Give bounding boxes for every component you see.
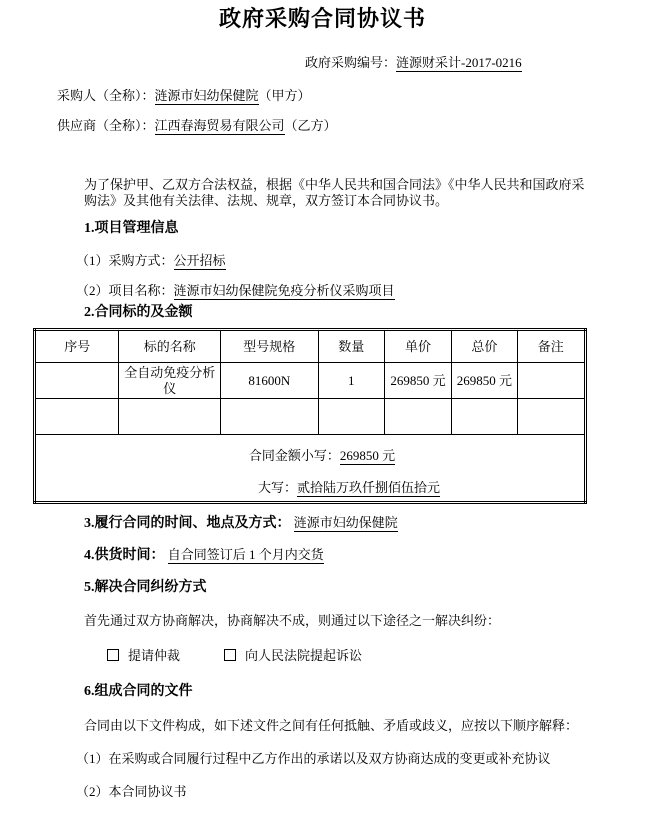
goods-table-row-1 [35, 363, 586, 399]
cell-seq [35, 399, 119, 435]
procurement-number-value: 涟源财采计-2017-0216 [396, 55, 522, 70]
supplier-line [57, 118, 337, 134]
goods-table-header-row [35, 330, 586, 363]
goods-table-amount-row [35, 435, 586, 503]
arbitration-option [107, 648, 180, 663]
goods-table [33, 328, 587, 504]
section4-line [84, 547, 324, 564]
cell-qty [318, 399, 384, 435]
lawsuit-checkbox[interactable] [224, 649, 236, 661]
supplier-party-suffix: （乙方） [284, 118, 337, 133]
amount-numeric-value: 269850 元 [339, 447, 396, 463]
project-name-label: （2）项目名称： [76, 283, 174, 298]
contract-amount-cell [35, 435, 586, 503]
cell-remark [517, 363, 585, 399]
section6-item1: （1）在采购或合同履行过程中乙方作出的承诺以及双方协商达成的变更或补充协议 [76, 751, 551, 766]
section6-heading: 6.组成合同的文件 [84, 684, 193, 699]
cell-unit-price [384, 399, 451, 435]
col-header-model: 型号规格 [221, 330, 319, 363]
cell-total-price [452, 399, 517, 435]
cell-qty: 1 [318, 363, 384, 399]
supplier-label: 供应商（全称）： [57, 118, 155, 133]
project-name-value: 涟源市妇幼保健院免疫分析仪采购项目 [173, 283, 395, 298]
section5-body: 首先通过双方协商解决，协商解决不成，则通过以下途径之一解决纠纷： [84, 613, 501, 628]
col-header-seq: 序号 [35, 330, 119, 363]
amount-numeric-line [60, 448, 584, 464]
section3-line [84, 515, 398, 532]
amount-capital-line [114, 480, 584, 496]
amount-capital-label: 大写： [257, 479, 297, 495]
section6-item2: （2）本合同协议书 [76, 784, 187, 799]
section2-heading: 2.合同标的及金额 [84, 305, 193, 320]
section1-item2 [76, 283, 395, 299]
section1-heading: 1.项目管理信息 [84, 221, 179, 236]
amount-numeric-label: 合同金额小写： [248, 447, 340, 463]
cell-model [221, 399, 319, 435]
goods-table-row-2 [35, 399, 586, 435]
document-title: 政府采购合同协议书 [218, 6, 426, 31]
cell-item-name: 全自动免疫分析仪 [119, 363, 221, 399]
col-header-unit-price: 单价 [384, 330, 451, 363]
buyer-party-suffix: （甲方） [258, 88, 311, 103]
cell-model: 81600N [221, 363, 319, 399]
lawsuit-option-label: 向人民法院提起诉讼 [245, 648, 363, 663]
purchase-method-value: 公开招标 [173, 253, 226, 268]
section5-heading: 5.解决合同纠纷方式 [84, 580, 207, 595]
amount-capital-value: 贰拾陆万玖仟捌佰伍拾元 [297, 479, 441, 495]
buyer-line [57, 88, 311, 104]
section3-label: 3.履行合同的时间、地点及方式： [84, 516, 291, 531]
purchase-method-label: （1）采购方式： [76, 253, 174, 268]
preamble-paragraph: 为了保护甲、乙双方合法权益，根据《中华人民共和国合同法》《中华人民共和国政府采购法》及其他有关法律、法规、规章，双方签订本合同协议书。 [84, 177, 585, 208]
supplier-name: 江西春海贸易有限公司 [154, 118, 285, 133]
dispute-options-row [107, 648, 362, 664]
section4-label: 4.供货时间： [84, 548, 165, 563]
procurement-number-line [305, 55, 522, 71]
procurement-number-label: 政府采购编号： [305, 55, 397, 70]
lawsuit-option [224, 648, 362, 663]
section6-body: 合同由以下文件构成，如下述文件之间有任何抵触、矛盾或歧义，应按以下顺序解释： [84, 718, 579, 733]
col-header-remark: 备注 [517, 330, 585, 363]
col-header-qty: 数量 [318, 330, 384, 363]
col-header-item-name: 标的名称 [119, 330, 221, 363]
section1-item1 [76, 253, 226, 269]
delivery-time-value: 自合同签订后 1 个月内交货 [167, 547, 324, 562]
buyer-label: 采购人（全称）： [57, 88, 155, 103]
col-header-total-price: 总价 [452, 330, 517, 363]
cell-unit-price: 269850 元 [384, 363, 451, 399]
cell-item-name [119, 399, 221, 435]
performance-place-value: 涟源市妇幼保健院 [293, 515, 398, 530]
cell-seq [35, 363, 119, 399]
cell-total-price: 269850 元 [452, 363, 517, 399]
arbitration-checkbox[interactable] [107, 649, 119, 661]
cell-remark [517, 399, 585, 435]
buyer-name: 涟源市妇幼保健院 [154, 88, 259, 103]
arbitration-option-label: 提请仲裁 [128, 648, 181, 663]
